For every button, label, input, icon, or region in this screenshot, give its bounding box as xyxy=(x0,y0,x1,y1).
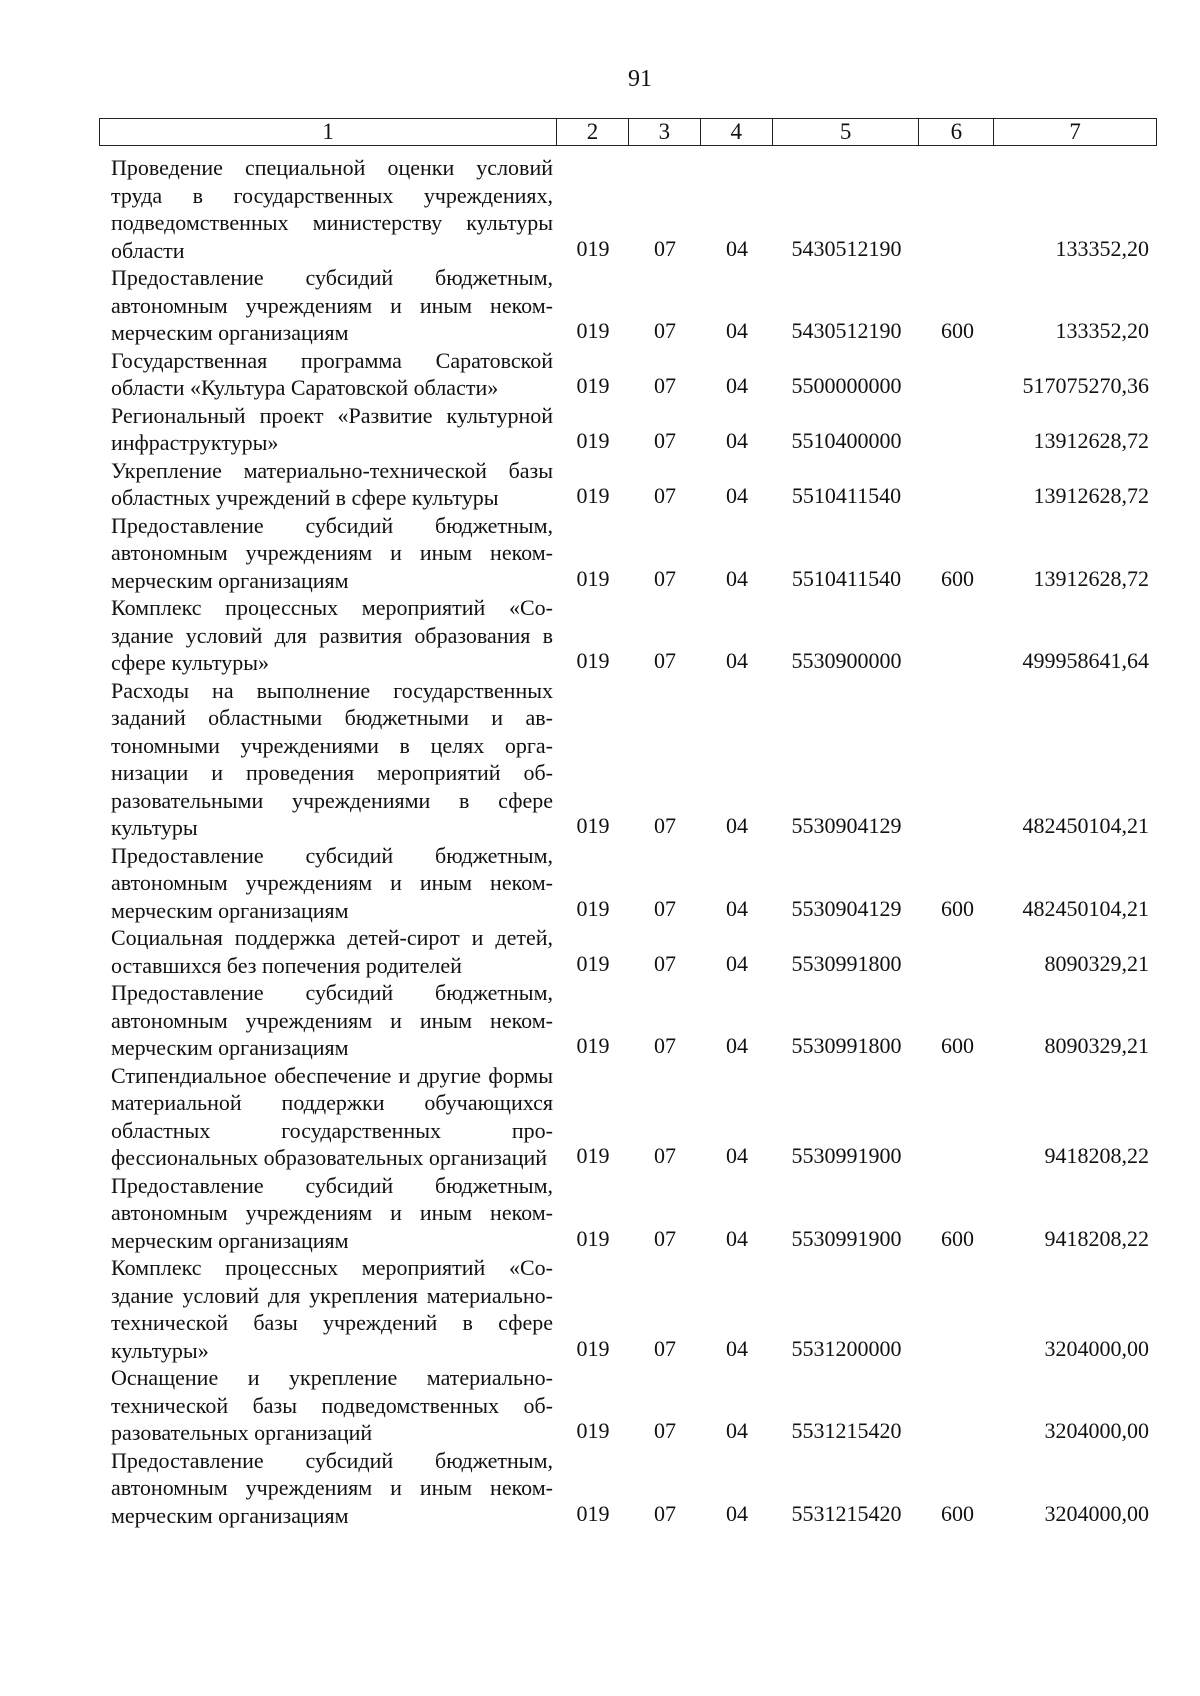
table-row xyxy=(99,924,1157,979)
row-code-col6 xyxy=(920,455,995,457)
table-row xyxy=(99,842,1157,925)
row-code-col3: 07 xyxy=(654,648,676,673)
row-code-col5: 5510400000 xyxy=(791,428,902,453)
row-description: Региональный проект «Развитие культурной инфраструктуры» xyxy=(111,402,553,455)
row-code-col2: 019 xyxy=(576,648,610,673)
row-code-col5: 5531200000 xyxy=(791,1335,902,1361)
row-amount: 517075270,36 xyxy=(1022,373,1149,398)
row-amount: 8090329,21 xyxy=(1044,1033,1149,1058)
row-description: Комплекс процессных мероприятий «Создание условий для укрепления материально-технической базы учреждений в сфере культуры» xyxy=(111,1255,553,1363)
row-code-col4: 04 xyxy=(726,813,748,838)
row-code-col3: 07 xyxy=(654,1225,676,1251)
table-row xyxy=(99,1254,1157,1364)
row-code-col3: 07 xyxy=(654,373,676,398)
row-amount: 13912628,72 xyxy=(1033,428,1149,453)
row-description: Стипендиальное обеспечение и другие формы материальной поддержки обучающихся областных государственных профессиональных образовательных организаций xyxy=(111,1062,553,1170)
header-cell-5: 5 xyxy=(773,119,920,145)
row-code-col4: 04 xyxy=(726,235,748,261)
row-amount: 9418208,22 xyxy=(1044,1225,1149,1251)
row-code-col6: 600 xyxy=(941,1033,974,1058)
row-description: Предоставление субсидий бюджетным, автономным учреждениям и иным некоммерческим организациям xyxy=(111,265,553,345)
row-code-col2: 019 xyxy=(576,428,610,453)
row-code-col2: 019 xyxy=(576,1500,610,1526)
row-code-col5: 5500000000 xyxy=(791,373,902,398)
header-cell-3: 3 xyxy=(629,119,701,145)
row-code-col6 xyxy=(920,262,995,264)
row-code-col3: 07 xyxy=(654,895,676,921)
row-code-col3: 07 xyxy=(654,1500,676,1526)
row-code-col3: 07 xyxy=(654,1033,676,1058)
table-row xyxy=(99,1364,1157,1447)
row-code-col2: 019 xyxy=(576,565,610,591)
row-amount: 8090329,21 xyxy=(1044,950,1149,976)
table-row xyxy=(99,457,1157,512)
row-code-col6 xyxy=(920,977,995,979)
header-cell-7: 7 xyxy=(1069,119,1081,144)
row-amount: 3204000,00 xyxy=(1044,1335,1149,1361)
row-amount: 3204000,00 xyxy=(1044,1500,1149,1526)
row-code-col6 xyxy=(920,1170,995,1172)
row-amount: 482450104,21 xyxy=(1022,813,1149,838)
row-description: Предоставление субсидий бюджетным, автономным учреждениям и иным некоммерческим организациям xyxy=(111,1172,553,1253)
row-description: Государственная программа Саратовской области «Культура Саратовской области» xyxy=(111,347,553,400)
row-code-col4: 04 xyxy=(726,1033,748,1058)
row-code-col5: 5530900000 xyxy=(791,648,902,673)
row-description: Предоставление субсидий бюджетным, автономным учреждениям и иным некоммерческим организациям xyxy=(111,1447,553,1528)
table-body xyxy=(99,154,1157,1529)
page-number: 91 xyxy=(628,66,652,92)
row-description: Оснащение и укрепление материально-технической базы подведомственных образовательных организаций xyxy=(111,1365,553,1445)
row-code-col6 xyxy=(920,400,995,402)
row-code-col6: 600 xyxy=(941,1500,974,1526)
row-code-col6 xyxy=(920,1362,995,1364)
row-amount: 133352,20 xyxy=(1055,318,1149,343)
row-amount: 3204000,00 xyxy=(1044,1418,1149,1443)
row-code-col4: 04 xyxy=(726,895,748,921)
row-code-col6 xyxy=(920,840,995,842)
row-description: Предоставление субсидий бюджетным, автономным учреждениям и иным некоммерческим организациям xyxy=(111,512,553,593)
row-code-col4: 04 xyxy=(726,1225,748,1251)
row-code-col4: 04 xyxy=(726,1500,748,1526)
row-code-col6 xyxy=(920,675,995,677)
row-code-col2: 019 xyxy=(576,895,610,921)
row-description: Укрепление материально-технической базы областных учреждений в сфере культуры xyxy=(111,457,553,510)
table-row xyxy=(99,677,1157,842)
row-code-col3: 07 xyxy=(654,813,676,838)
header-cell-6: 6 xyxy=(919,119,994,145)
row-code-col2: 019 xyxy=(576,1225,610,1251)
row-code-col3: 07 xyxy=(654,1335,676,1361)
row-description: Социальная поддержка детей-сирот и детей, оставшихся без попечения родителей xyxy=(111,925,553,978)
row-description: Расходы на выполнение государственных заданий областными бюджетными и автономными учреждениями в целях организации и проведения мероприятий образовательными учреждениями в сфере культуры xyxy=(111,677,553,840)
row-code-col4: 04 xyxy=(726,950,748,976)
row-code-col5: 5530991800 xyxy=(791,1033,902,1058)
row-amount: 133352,20 xyxy=(1055,235,1149,261)
row-description: Предоставление субсидий бюджетным, автономным учреждениям и иным некоммерческим организациям xyxy=(111,980,553,1060)
row-code-col3: 07 xyxy=(654,1143,676,1168)
row-code-col5: 5510411540 xyxy=(791,483,902,508)
header-cell-2: 2 xyxy=(557,119,629,145)
table-row xyxy=(99,594,1157,677)
row-code-col2: 019 xyxy=(576,813,610,838)
row-code-col2: 019 xyxy=(576,1418,610,1443)
row-code-col3: 07 xyxy=(654,1418,676,1443)
row-code-col6: 600 xyxy=(941,895,974,921)
row-code-col4: 04 xyxy=(726,318,748,343)
table-row xyxy=(99,1062,1157,1172)
table-row xyxy=(99,1172,1157,1255)
row-code-col2: 019 xyxy=(576,483,610,508)
row-code-col3: 07 xyxy=(654,483,676,508)
row-code-col2: 019 xyxy=(576,1033,610,1058)
row-code-col5: 5530904129 xyxy=(791,895,902,921)
header-cell-4: 4 xyxy=(701,119,773,145)
table-row xyxy=(99,1447,1157,1530)
row-code-col2: 019 xyxy=(576,950,610,976)
row-code-col3: 07 xyxy=(654,565,676,591)
row-code-col4: 04 xyxy=(726,1335,748,1361)
row-code-col6 xyxy=(920,510,995,512)
row-code-col2: 019 xyxy=(576,1335,610,1361)
row-code-col5: 5530904129 xyxy=(791,813,902,838)
row-code-col3: 07 xyxy=(654,318,676,343)
row-code-col4: 04 xyxy=(726,373,748,398)
row-amount: 482450104,21 xyxy=(1022,895,1149,921)
table-row xyxy=(99,347,1157,402)
row-description: Комплекс процессных мероприятий «Создание условий для развития образования в сфере культуры» xyxy=(111,595,553,675)
row-code-col6: 600 xyxy=(941,565,974,591)
row-code-col5: 5510411540 xyxy=(791,565,902,591)
row-code-col4: 04 xyxy=(726,483,748,508)
row-code-col5: 5530991800 xyxy=(791,950,902,976)
row-code-col3: 07 xyxy=(654,950,676,976)
row-code-col4: 04 xyxy=(726,648,748,673)
header-cell-1: 1 xyxy=(100,119,557,145)
row-code-col5: 5531215420 xyxy=(791,1500,902,1526)
row-code-col2: 019 xyxy=(576,318,610,343)
row-description: Предоставление субсидий бюджетным, автономным учреждениям и иным некоммерческим организациям xyxy=(111,842,553,923)
row-code-col5: 5430512190 xyxy=(791,235,902,261)
table-row xyxy=(99,154,1157,264)
table-row xyxy=(99,402,1157,457)
table-row xyxy=(99,264,1157,347)
row-amount: 9418208,22 xyxy=(1044,1143,1149,1168)
table-row xyxy=(99,512,1157,595)
row-code-col4: 04 xyxy=(726,1143,748,1168)
row-amount: 499958641,64 xyxy=(1022,648,1149,673)
row-code-col6 xyxy=(920,1445,995,1447)
row-code-col2: 019 xyxy=(576,373,610,398)
row-code-col5: 5531215420 xyxy=(791,1418,902,1443)
row-amount: 13912628,72 xyxy=(1033,483,1149,508)
row-code-col4: 04 xyxy=(726,565,748,591)
row-code-col4: 04 xyxy=(726,428,748,453)
table-header xyxy=(99,118,1157,146)
row-code-col6: 600 xyxy=(941,1225,974,1251)
row-description: Проведение специальной оценки условий труда в государственных учреждениях, подведомственных министерству культуры области xyxy=(111,155,553,263)
row-code-col2: 019 xyxy=(576,235,610,261)
row-code-col2: 019 xyxy=(576,1143,610,1168)
row-code-col3: 07 xyxy=(654,235,676,261)
row-code-col3: 07 xyxy=(654,428,676,453)
row-code-col5: 5530991900 xyxy=(791,1225,902,1251)
table-row xyxy=(99,979,1157,1062)
row-amount: 13912628,72 xyxy=(1033,565,1149,591)
row-code-col5: 5530991900 xyxy=(791,1143,902,1168)
row-code-col5: 5430512190 xyxy=(791,318,902,343)
row-code-col4: 04 xyxy=(726,1418,748,1443)
row-code-col6: 600 xyxy=(941,318,974,343)
